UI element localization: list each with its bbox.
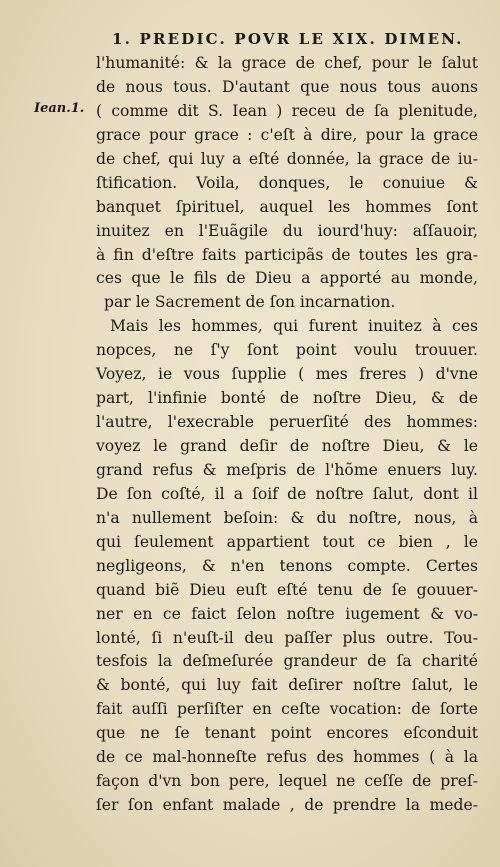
text-line: de chef, qui luy a eſté donnée, la grace de iu- [96, 149, 478, 168]
text-line: l'humanité: & la grace de chef, pour le ſalut [96, 54, 478, 72]
text-line: tesfois la deſmeſurée grandeur de ſa charité [96, 652, 478, 671]
text-line: par le Sacrement de ſon incarnation. [104, 293, 396, 312]
text-line: grand refus & meſpris de l'hõme enuers luy. [96, 460, 478, 479]
text-line: ces que le fils de Dieu a apporté au monde, [96, 269, 478, 288]
text-line: ſer ſon enfant malade , de prendre la mede- [96, 796, 478, 815]
text-line: fait auſſi perſiſter en ceſte vocation: de ſorte [96, 700, 478, 719]
text-line: banquet ſpirituel, auquel les hommes ſont [96, 197, 478, 216]
text-line: Mais les hommes, qui furent inuitez à ces [110, 317, 478, 336]
text-line: voyez le grand deſir de noſtre Dieu, & le [96, 437, 478, 455]
text-line: lonté, ſi n'euſt-il deu paſſer plus outre. Tou- [96, 628, 478, 647]
body-text [96, 52, 478, 818]
text-line: l'autre, l'execrable peruerſité des hommes: [96, 413, 478, 432]
margin-note: Iean.1. [34, 101, 85, 116]
text-line: De ſon coſté, il a ſoif de noſtre ſalut, dont il [96, 484, 478, 503]
text-line: ner en ce faict ſelon noſtre iugement & vo- [96, 604, 478, 623]
text-line: de nous tous. D'autant que nous tous auons [96, 77, 478, 96]
text-line: de ce mal-honneſte refus des hommes ( à la [96, 748, 478, 767]
running-header: 1. PREDIC. POVR LE XIX. DIMEN. [112, 30, 464, 48]
text-line: quand biẽ Dieu euſt eſté tenu de ſe gouuer- [96, 580, 478, 599]
text-line: Voyez, ie vous ſupplie ( mes freres ) d'vne [96, 365, 478, 384]
text-line: ( comme dit S. Iean ) receu de ſa plenitude, [96, 101, 478, 120]
text-line: part, l'infinie bonté de noſtre Dieu, & de [96, 389, 478, 408]
text-line: nopces, ne ſ'y ſont point voulu trouuer. [96, 341, 478, 360]
text-line: à fin d'eſtre faits participãs de toutes les gra- [96, 245, 478, 264]
text-line: façon d'vn bon pere, lequel ne ceſſe de preſ- [96, 772, 478, 791]
text-line: grace pour grace : c'eſt à dire, pour la grace [96, 125, 478, 144]
text-line: n'a nullement beſoin: & du noſtre, nous, à [96, 508, 478, 527]
text-line: que ne ſe tenant point encores eſconduit [96, 724, 478, 743]
text-line: inuitez en l'Euãgile du iourd'huy: aſſauoir, [96, 221, 478, 240]
text-line: & bonté, qui luy fait deſirer noſtre ſalut, le [96, 676, 478, 695]
text-line: qui ſeulement appartient tout ce bien , le [96, 532, 478, 551]
text-line: negligeons, & n'en tenons compte. Certes [96, 556, 478, 575]
text-line: ſtification. Voila, donques, le conuiue & [96, 173, 478, 192]
